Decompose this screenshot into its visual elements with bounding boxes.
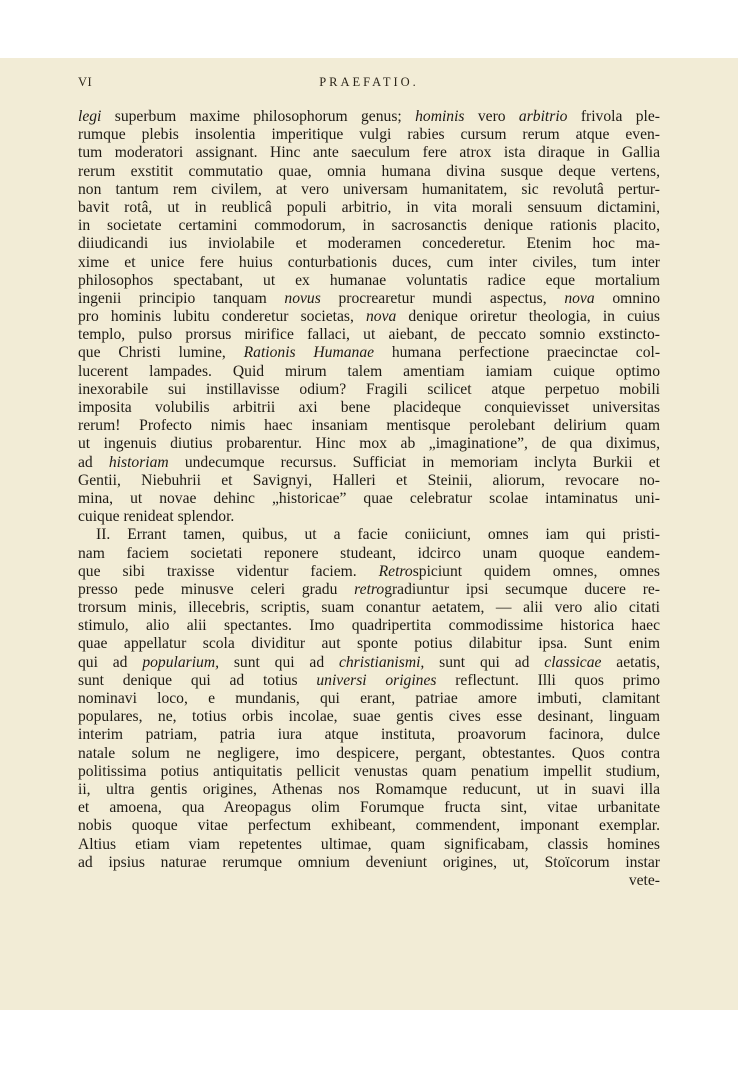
text-span: humana perfectione praecinctae col- xyxy=(374,344,660,362)
running-head: PRAEFATIO. xyxy=(319,75,419,89)
italic-text: historiam xyxy=(108,453,169,471)
text-span: ad xyxy=(78,453,109,471)
text-span: Altius etiam viam repetentes ultimae, quam significabam, classis homines xyxy=(78,835,660,853)
text-line xyxy=(78,672,660,690)
text-span: nam faciem societati reponere studeant, idcirco unam quoque eandem- xyxy=(78,544,660,562)
text-span: politissima potius antiquitatis pellicit venustas quam penatium impellit studium, xyxy=(78,762,660,780)
text-span: templo, pulso prorsus mirifice fallaci, ut aiebant, de peccato somnio exstincto- xyxy=(78,326,660,344)
text-span: ad ipsius naturae rerumque omnium deveniunt origines, ut, Stoïcorum instar xyxy=(78,853,660,871)
text-span: imposita volubilis arbitrii axi bene placideque conquievisset universitas xyxy=(78,399,660,416)
text-span: xime et unice fere huius conturbationis duces, cum inter civiles, tum inter xyxy=(78,253,660,271)
text-span: lucerent lampades. Quid mirum talem amentiam iamiam cuique optimo xyxy=(78,362,660,380)
text-span: spiciunt quidem omnes, omnes xyxy=(412,562,660,580)
catchword: vete- xyxy=(628,871,660,889)
text-line xyxy=(78,708,660,726)
text-line xyxy=(78,599,660,617)
text-span: inexorabile sui instillavisse odium? Fragili scilicet atque perpetuo mobili xyxy=(78,380,660,398)
text-line xyxy=(78,545,660,563)
text-span: nominavi loco, e mundanis, qui erant, patriae amore imbuti, clamitant xyxy=(78,690,660,707)
text-span: sunt qui ad xyxy=(424,653,545,671)
text-span: interim patriam, patria iura atque instituta, proavorum facinora, dulce xyxy=(78,726,660,744)
text-span: ii, ultra gentis origines, Athenas nos Romamque reducunt, ut in suavi illa xyxy=(78,780,660,798)
paragraph-2 xyxy=(78,526,660,872)
text-line xyxy=(78,763,660,781)
text-line xyxy=(78,435,660,453)
text-span: aetatis, xyxy=(601,653,660,671)
text-line xyxy=(78,799,660,817)
text-span: non tantum rem civilem, at vero universam humanitatem, sic revolutâ pertur- xyxy=(78,180,660,198)
text-span: pro hominis lubitu conderetur societas, xyxy=(78,308,366,326)
text-span: rumque plebis insolentia imperitique vulgi rabies cursum rerum atque even- xyxy=(78,126,660,144)
text-span: tum moderatori assignant. Hinc ante saeculum fere atrox ista diraque in Gallia xyxy=(78,144,660,162)
text-span: presso pede minusve celeri gradu xyxy=(78,580,355,598)
text-line xyxy=(78,745,660,763)
text-line xyxy=(78,326,660,344)
text-span: Gentii, Niebuhrii et Savignyi, Halleri et Steinii, aliorum, revocare no- xyxy=(78,471,660,489)
text-span: frivola ple- xyxy=(567,108,660,125)
text-span: que Christi lumine, xyxy=(78,344,244,362)
text-span: in societate certamini commodorum, in sacrosanctis denique rationis placito, xyxy=(78,217,660,235)
text-line xyxy=(78,363,660,381)
text-line xyxy=(78,126,660,144)
text-line xyxy=(78,490,660,508)
text-span: stimulo, alio alii spectantes. Imo quadripertita commodissime historica haec xyxy=(78,617,660,635)
text-line xyxy=(78,635,660,653)
italic-text: Rationis Humanae xyxy=(243,344,375,362)
page-header xyxy=(78,75,660,95)
text-line xyxy=(78,254,660,272)
text-span: nobis quoque vitae perfectum exhibeant, commendent, imponant exemplar. xyxy=(78,817,660,835)
text-span: mina, ut novae dehinc „historicae” quae celebratur scolae intaminatus uni- xyxy=(78,489,660,507)
italic-text: legi xyxy=(78,108,102,125)
text-line xyxy=(78,344,660,362)
text-line xyxy=(78,108,660,126)
italic-text: nova xyxy=(365,308,397,326)
text-line xyxy=(78,381,660,399)
italic-text: arbitrio xyxy=(518,108,568,125)
text-line xyxy=(78,690,660,708)
text-line xyxy=(78,781,660,799)
text-span: gradiuntur ipsi secumque ducere re- xyxy=(384,580,660,598)
text-span: cuique renideat splendor. xyxy=(78,508,235,526)
text-span: ingenii principio tanquam xyxy=(78,289,285,307)
text-span: omnino xyxy=(594,289,660,307)
italic-text: universi origines xyxy=(316,671,437,689)
text-span: reflectunt. Illi quos primo xyxy=(436,671,660,689)
text-line xyxy=(78,217,660,235)
text-line xyxy=(78,617,660,635)
text-line xyxy=(78,836,660,854)
text-line xyxy=(78,144,660,162)
text-line xyxy=(78,163,660,181)
text-span: sunt qui ad xyxy=(219,653,339,671)
page-number: VI xyxy=(78,75,93,89)
text-span: diiudicandi ius inviolabile et moderamen concederetur. Etenim hoc ma- xyxy=(78,235,660,253)
text-line xyxy=(78,581,660,599)
text-span: natale solum ne negligere, imo despicere, pergant, obtestantes. Quos contra xyxy=(78,744,660,762)
text-span: sunt denique qui ad totius xyxy=(78,671,317,689)
text-span: rerum exstitit commutatio quae, omnia humana divina susque deque vertens, xyxy=(78,162,660,180)
text-span: procrearetur mundi aspectus, xyxy=(320,289,565,307)
italic-text: classicae xyxy=(544,653,602,671)
italic-text: Retro xyxy=(378,562,413,580)
italic-text: hominis xyxy=(415,108,465,125)
text-span: vero xyxy=(464,108,519,125)
text-line xyxy=(78,308,660,326)
text-line xyxy=(78,508,660,526)
text-span: que sibi traxisse videntur faciem. xyxy=(78,562,379,580)
text-span: superbum maxime philosophorum genus; xyxy=(101,108,416,125)
text-span: quae appellatur scola dividitur aut sponte potius dilabitur ipsa. Sunt enim xyxy=(78,635,660,653)
text-line xyxy=(78,526,660,544)
text-span: trorsum minis, illecebris, scriptis, suam conantur aetatem, — alii vero alio citati xyxy=(78,599,660,617)
italic-text: novus xyxy=(284,289,321,307)
text-line xyxy=(78,654,660,672)
paragraph-1 xyxy=(78,108,660,526)
text-line xyxy=(78,563,660,581)
text-span: II. Errant tamen, quibus, ut a facie coniiciunt, omnes iam qui pristi- xyxy=(96,526,660,544)
text-line xyxy=(78,272,660,290)
text-span: undecumque recursus. Sufficiat in memoriam inclyta Burkii et xyxy=(168,453,660,471)
text-span: denique oriretur theologia, in cuius xyxy=(396,308,660,326)
text-line xyxy=(78,181,660,199)
text-line xyxy=(78,817,660,835)
text-span: philosophos spectabant, ut ex humanae voluntatis radice eque mortalium xyxy=(78,271,660,289)
text-span: ut ingenuis diutius probarentur. Hinc mox ab „imaginatione”, de qua diximus, xyxy=(78,435,660,453)
text-line xyxy=(78,472,660,490)
italic-text: christianismi, xyxy=(338,653,425,671)
text-span: rerum! Profecto nimis haec insaniam mentisque perolebant delirium quam xyxy=(78,417,660,435)
text-line xyxy=(78,417,660,435)
text-line xyxy=(78,854,660,872)
text-span: qui ad xyxy=(78,653,143,671)
italic-text: popularium, xyxy=(142,653,219,671)
text-line xyxy=(78,290,660,308)
text-line xyxy=(78,399,660,417)
italic-text: retro xyxy=(354,580,385,598)
text-span: bavit rotâ, ut in reublicâ populi arbitrio, in vita morali sensuum dictamini, xyxy=(78,198,660,216)
text-line xyxy=(78,199,660,217)
text-span: et amoena, qua Areopagus olim Forumque fructa sint, vitae urbanitate xyxy=(78,799,660,817)
italic-text: nova xyxy=(564,289,595,307)
body-text xyxy=(78,108,660,890)
text-span: populares, ne, totius orbis incolae, suae gentis cives esse desinant, linguam xyxy=(78,708,660,726)
text-line xyxy=(78,454,660,472)
text-line xyxy=(78,726,660,744)
text-line xyxy=(78,235,660,253)
